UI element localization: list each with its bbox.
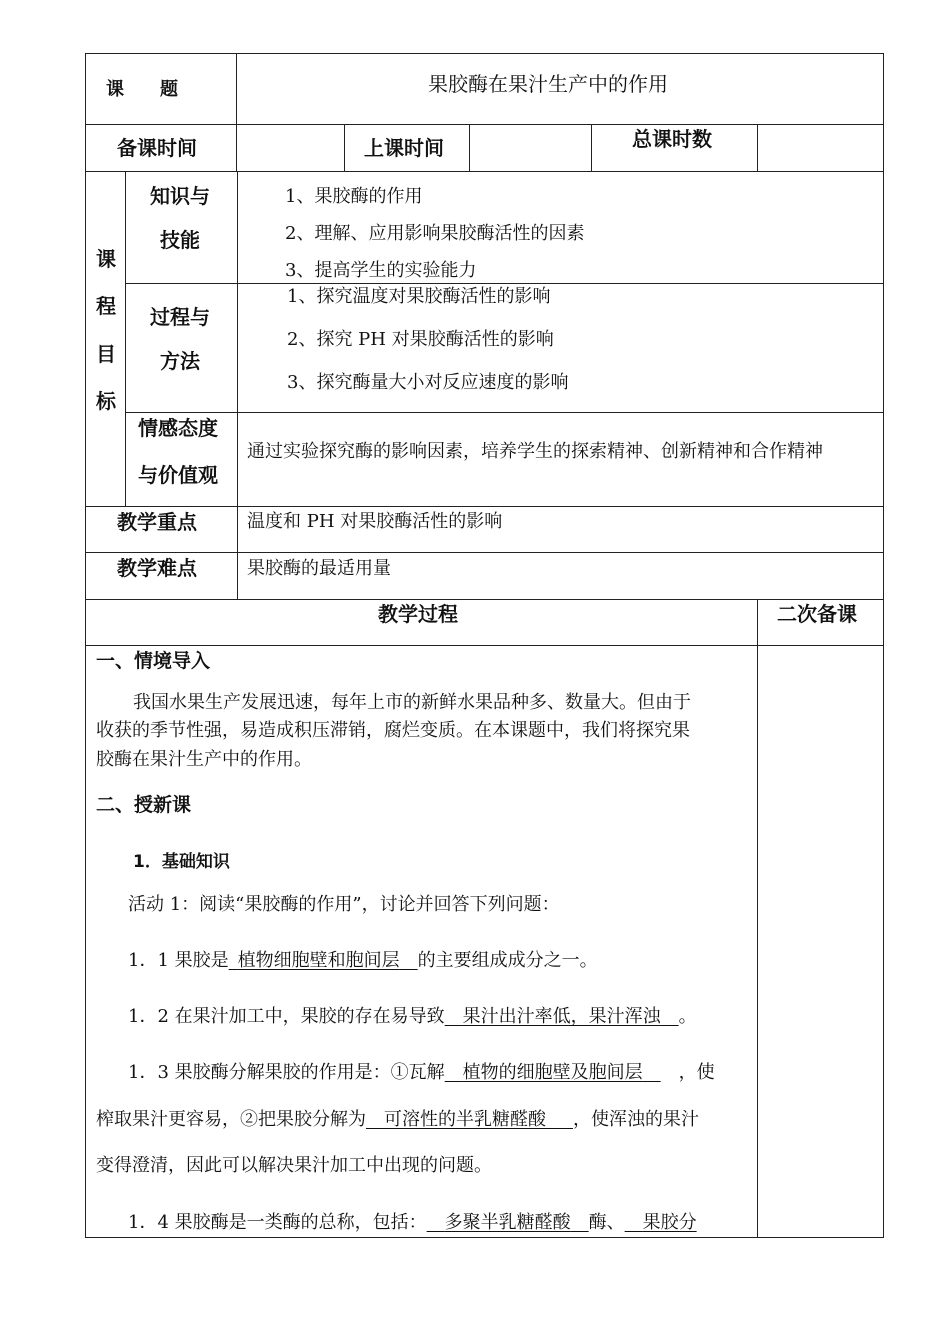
intro-line: 收获的季节性强，易造成积压滞销，腐烂变质。在本课题中，我们将探究果: [96, 720, 690, 741]
knowledge-label: 知识与: [150, 184, 210, 208]
knowledge-item: 3、提高学生的实验能力: [285, 260, 477, 281]
q4-text: 1．4 果胶酶是一类酶的总称，包括：: [128, 1212, 427, 1233]
col-line: [591, 124, 592, 171]
col-line: [757, 599, 758, 1238]
col-line: [237, 171, 238, 599]
q2-answer: 果汁出汁率低，果汁浑浊: [462, 1006, 661, 1027]
table-border-top: [85, 53, 884, 54]
topic-label: 课 题: [106, 79, 178, 100]
key-point-value: 温度和 PH 对果胶酶活性的影响: [247, 511, 503, 532]
q4-text: 酶、: [588, 1212, 625, 1233]
question-1: [128, 950, 598, 972]
row-line: [85, 506, 884, 507]
q4-answer-2: 果胶分: [642, 1212, 697, 1233]
row-line: [85, 599, 884, 600]
col-line: [125, 171, 126, 506]
col-line: [757, 124, 758, 171]
teaching-process-header: 教学过程: [378, 602, 458, 626]
objectives-side-label: 标: [96, 389, 116, 413]
q3-text: 1．3 果胶酶分解果胶的作用是：①瓦解: [128, 1062, 445, 1083]
q4-answer-1: 多聚半乳糖醛酸: [444, 1212, 571, 1233]
process-label: 过程与: [150, 305, 210, 329]
q3-answer-1: 植物的细胞壁及胞间层: [462, 1062, 643, 1083]
key-point-label: 教学重点: [117, 510, 197, 534]
question-4: [128, 1212, 697, 1234]
lesson-title: 果胶酶在果汁生产中的作用: [428, 72, 668, 96]
second-prep-header: 二次备课: [777, 602, 857, 626]
q1-text: 的主要组成成分之一。: [417, 950, 598, 971]
question-2: [128, 1006, 697, 1028]
total-hours-label: 总课时数: [632, 127, 712, 151]
knowledge-label: 技能: [160, 228, 200, 252]
row-line: [125, 412, 884, 413]
intro-line: 胶酶在果汁生产中的作用。: [96, 749, 312, 770]
process-item: 3、探究酶量大小对反应速度的影响: [287, 372, 569, 393]
q2-text: 1．2 在果汁加工中，果胶的存在易导致: [128, 1006, 445, 1027]
col-line: [344, 124, 345, 171]
activity-line: 活动 1：阅读“果胶酶的作用”，讨论并回答下列问题：: [128, 894, 560, 915]
q1-text: 1．1 果胶是: [128, 950, 229, 971]
question-3-cont: 变得澄清，因此可以解决果汁加工中出现的问题。: [96, 1155, 492, 1176]
row-line: [85, 645, 884, 646]
q3-text: ，使: [678, 1062, 715, 1083]
q2-text: 。: [678, 1006, 697, 1027]
emotion-label: 与价值观: [138, 463, 218, 487]
process-item: 2、探究 PH 对果胶酶活性的影响: [287, 329, 554, 350]
question-3: [128, 1062, 715, 1084]
intro-line: 我国水果生产发展迅速，每年上市的新鲜水果品种多、数量大。但由于: [133, 692, 691, 713]
difficult-point-label: 教学难点: [117, 556, 197, 580]
process-label: 方法: [160, 349, 200, 373]
col-line: [469, 124, 470, 171]
objectives-side-label: 程: [96, 294, 116, 318]
section-title-new-lesson: 二、授新课: [96, 794, 192, 816]
q3-answer-2: 可溶性的半乳糖醛酸: [384, 1109, 546, 1130]
objectives-side-label: 目: [96, 342, 116, 366]
class-time-label: 上课时间: [364, 136, 444, 160]
difficult-point-value: 果胶酶的最适用量: [247, 558, 391, 579]
objectives-side-label: 课: [96, 247, 116, 271]
q1-answer: 植物细胞壁和胞间层: [237, 950, 400, 971]
col-line: [236, 53, 237, 171]
knowledge-item: 2、理解、应用影响果胶酶活性的因素: [285, 223, 585, 244]
row-line: [85, 124, 884, 125]
knowledge-item: 1、果胶酶的作用: [285, 186, 423, 207]
process-item: 1、探究温度对果胶酶活性的影响: [287, 286, 551, 307]
section-title-intro: 一、情境导入: [96, 650, 211, 672]
q3-text: 榨取果汁更容易，②把果胶分解为: [96, 1109, 366, 1130]
table-border-bottom: [85, 1237, 884, 1238]
prep-time-label: 备课时间: [117, 136, 197, 160]
row-line: [85, 552, 884, 553]
row-line: [125, 283, 884, 284]
emotion-text: 通过实验探究酶的影响因素，培养学生的探索精神、创新精神和合作精神: [247, 441, 823, 462]
q3-text: ，使浑浊的果汁: [573, 1109, 699, 1130]
question-3-cont: [96, 1109, 699, 1131]
row-line: [85, 171, 884, 172]
sub-title-basics: 1．基础知识: [133, 852, 230, 872]
emotion-label: 情感态度: [138, 416, 218, 440]
